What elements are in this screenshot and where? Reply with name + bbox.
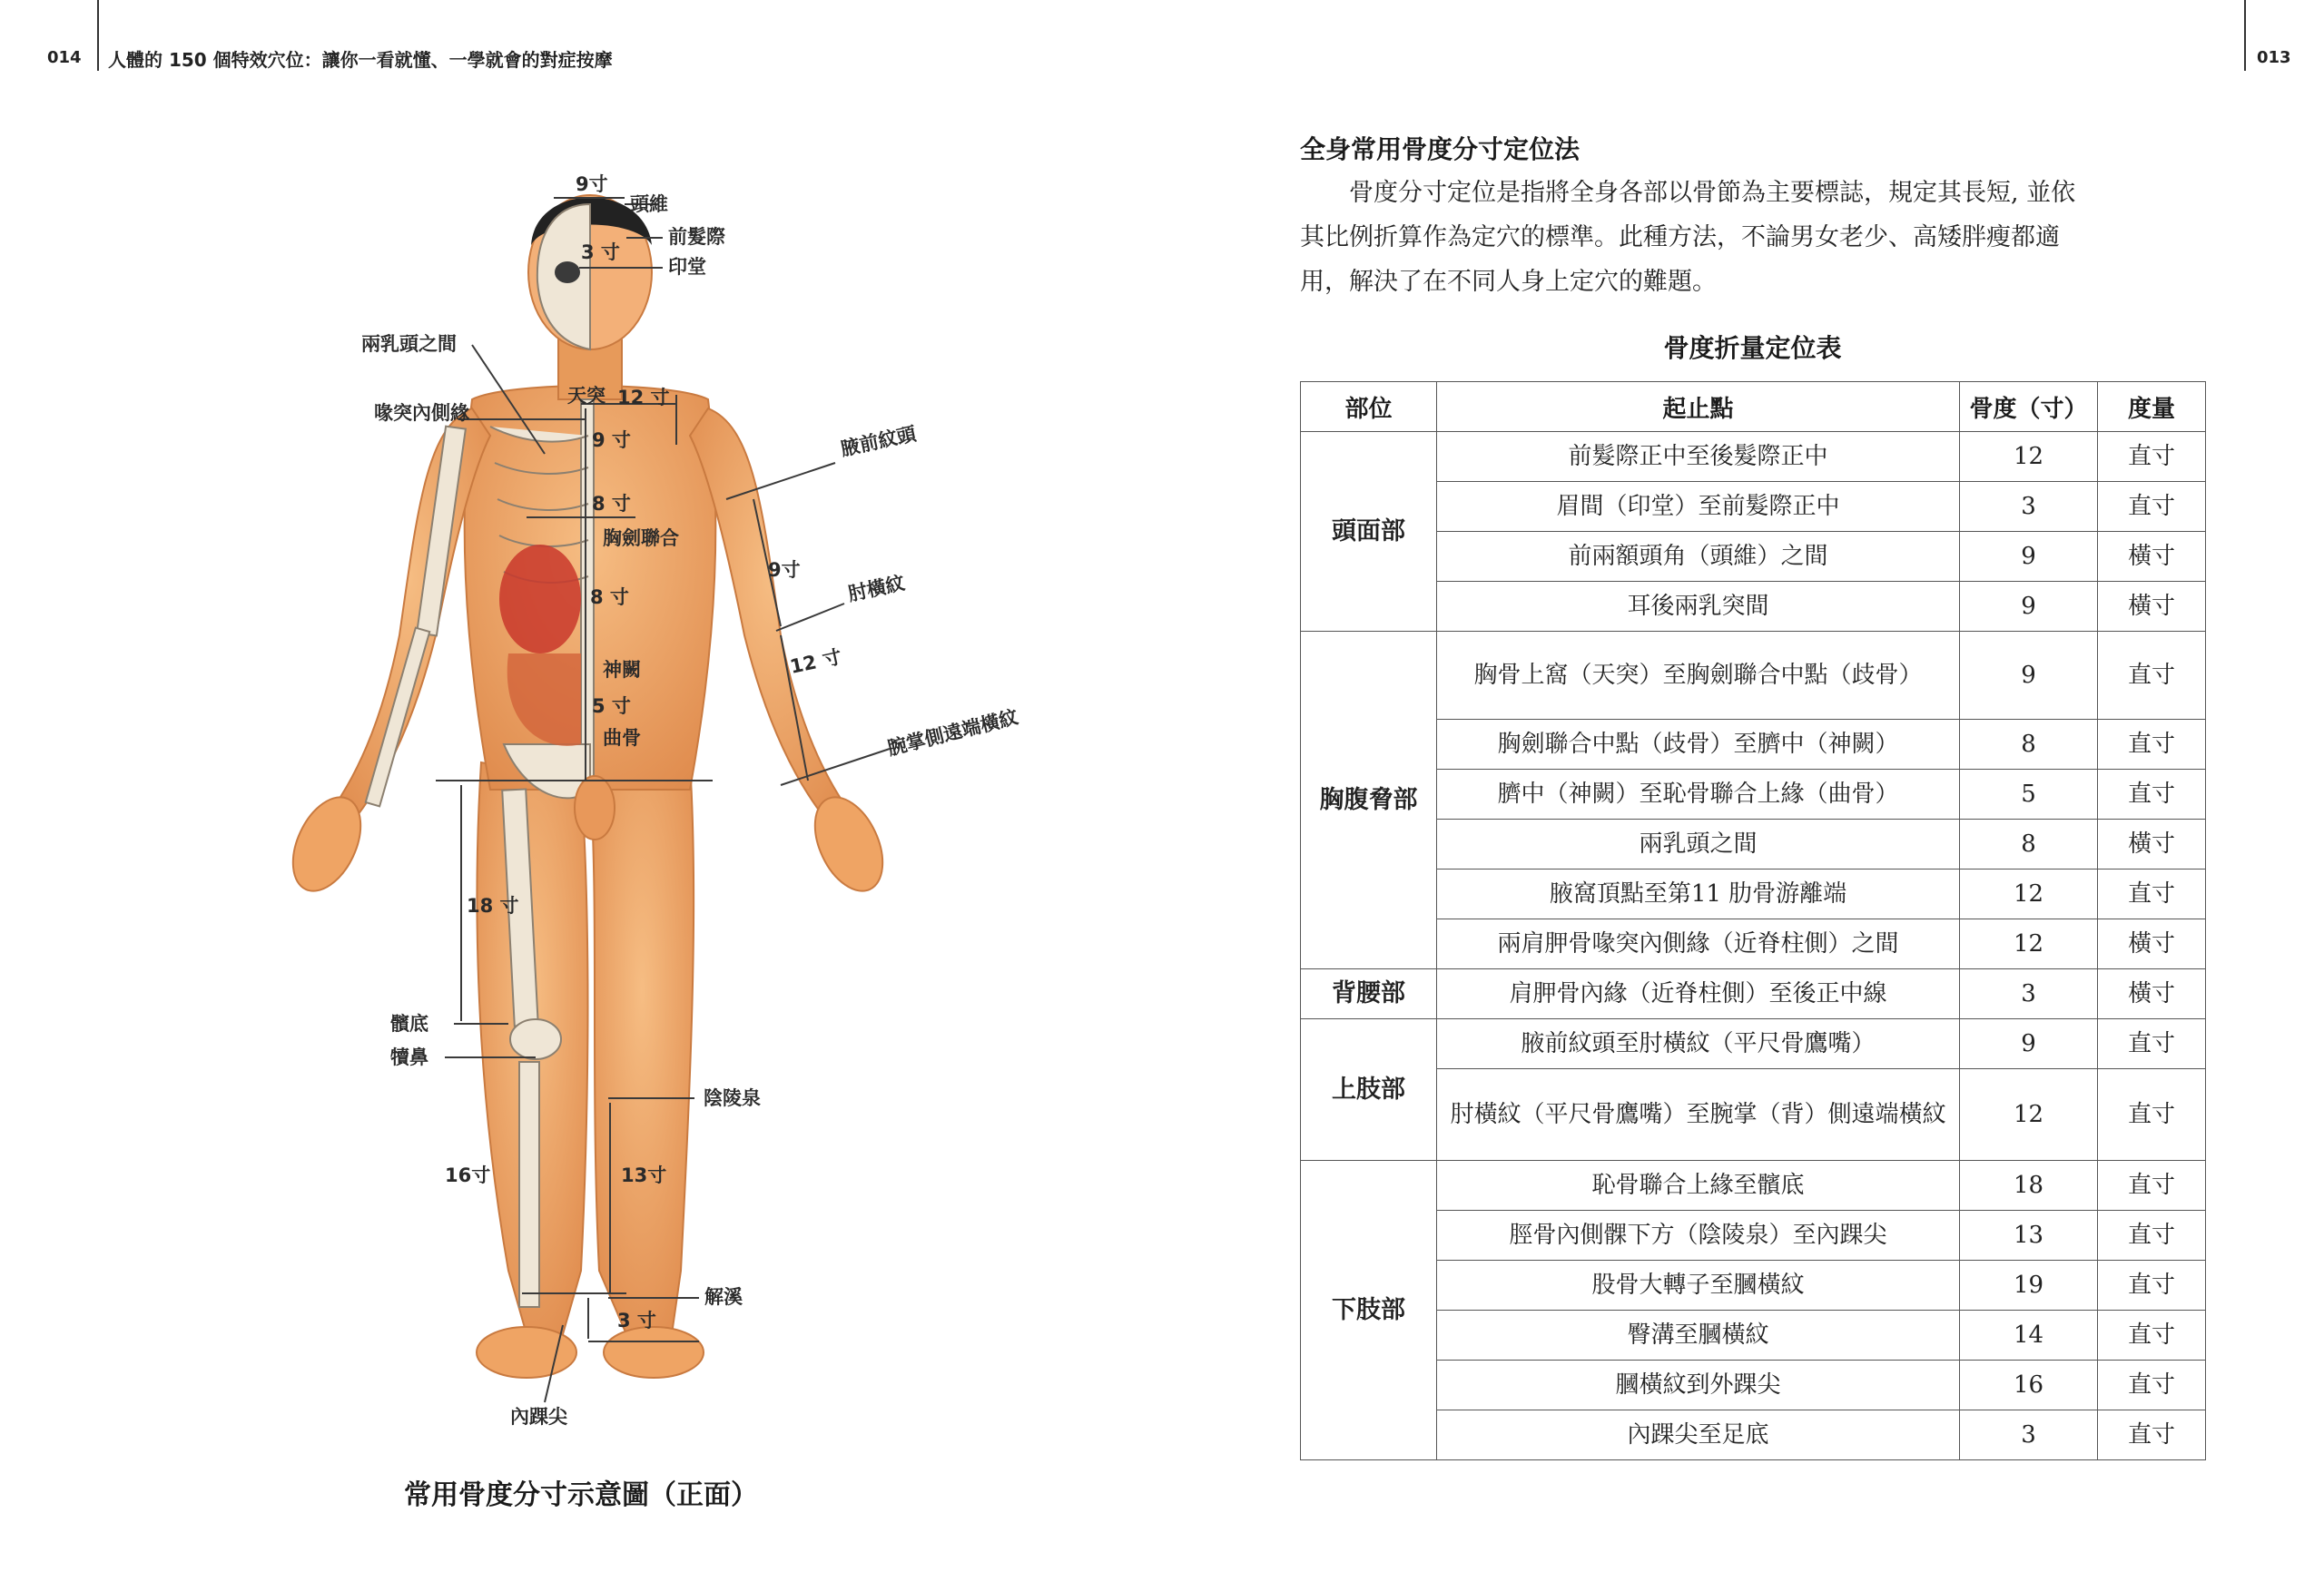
header-points: 起止點 bbox=[1437, 382, 1960, 432]
paragraph-line: 其比例折算作為定穴的標準。此種方法，不論男女老少、高矮胖瘦都適 bbox=[1300, 223, 2060, 251]
table-row bbox=[1301, 432, 2206, 482]
measure-cell: 直寸 bbox=[2098, 632, 2206, 720]
label-9cun-chest: 9 寸 bbox=[592, 429, 631, 451]
table-row bbox=[1301, 582, 2206, 632]
measure-cell: 直寸 bbox=[2098, 1069, 2206, 1161]
measure-cell: 橫寸 bbox=[2098, 969, 2206, 1019]
cun-cell: 9 bbox=[1960, 1019, 2098, 1069]
cun-cell: 8 bbox=[1960, 820, 2098, 870]
label-8cun-abdomen: 8 寸 bbox=[590, 586, 629, 608]
header-measure: 度量 bbox=[2098, 382, 2206, 432]
label-qugu: 曲骨 bbox=[603, 727, 641, 749]
table-row bbox=[1301, 1019, 2206, 1069]
table-row bbox=[1301, 1311, 2206, 1361]
table-row bbox=[1301, 870, 2206, 919]
region-cell: 胸腹脅部 bbox=[1301, 632, 1437, 969]
bone-proportion-table bbox=[1300, 381, 2206, 1460]
label-5cun: 5 寸 bbox=[592, 695, 631, 717]
measure-cell: 直寸 bbox=[2098, 1311, 2206, 1361]
header-rule-left bbox=[97, 0, 99, 71]
point-cell: 眉間（印堂）至前髮際正中 bbox=[1437, 482, 1960, 532]
label-3cun-head: 3 寸 bbox=[581, 241, 620, 263]
table-row bbox=[1301, 919, 2206, 969]
table-row bbox=[1301, 820, 2206, 870]
point-cell: 臀溝至膕橫紋 bbox=[1437, 1311, 1960, 1361]
point-cell: 耳後兩乳突間 bbox=[1437, 582, 1960, 632]
label-16cun: 16寸 bbox=[445, 1164, 491, 1186]
paragraph-line: 骨度分寸定位是指將全身各部以骨節為主要標誌，規定其長短, 並依 bbox=[1300, 179, 2076, 207]
label-dubi: 犢鼻 bbox=[390, 1046, 428, 1068]
measure-cell: 直寸 bbox=[2098, 870, 2206, 919]
label-touwei: 頭維 bbox=[630, 193, 668, 215]
cun-cell: 3 bbox=[1960, 482, 2098, 532]
measure-cell: 橫寸 bbox=[2098, 820, 2206, 870]
label-front-hairline: 前髮際 bbox=[668, 226, 725, 248]
cun-cell: 9 bbox=[1960, 532, 2098, 582]
label-wrist-crease: 腕掌側遠端橫紋 bbox=[885, 706, 1020, 760]
measure-cell: 直寸 bbox=[2098, 432, 2206, 482]
table-row bbox=[1301, 969, 2206, 1019]
point-cell: 臍中（神闕）至恥骨聯合上緣（曲骨） bbox=[1437, 770, 1960, 820]
label-12cun-forearm: 12 寸 bbox=[788, 645, 844, 678]
table-row bbox=[1301, 632, 2206, 720]
cun-cell: 12 bbox=[1960, 432, 2098, 482]
cun-cell: 19 bbox=[1960, 1261, 2098, 1311]
cun-cell: 16 bbox=[1960, 1361, 2098, 1410]
table-row bbox=[1301, 1069, 2206, 1161]
label-18cun: 18 寸 bbox=[467, 895, 519, 917]
point-cell: 膕橫紋到外踝尖 bbox=[1437, 1361, 1960, 1410]
table-row bbox=[1301, 532, 2206, 582]
cun-cell: 12 bbox=[1960, 919, 2098, 969]
intro-paragraph bbox=[1300, 171, 2217, 304]
cun-cell: 18 bbox=[1960, 1161, 2098, 1211]
table-row bbox=[1301, 1261, 2206, 1311]
measure-cell: 橫寸 bbox=[2098, 532, 2206, 582]
cun-cell: 12 bbox=[1960, 870, 2098, 919]
label-jiexi: 解溪 bbox=[704, 1286, 743, 1308]
measure-cell: 直寸 bbox=[2098, 1361, 2206, 1410]
cun-cell: 9 bbox=[1960, 582, 2098, 632]
measure-cell: 直寸 bbox=[2098, 1410, 2206, 1460]
measure-cell: 直寸 bbox=[2098, 482, 2206, 532]
point-cell: 股骨大轉子至膕橫紋 bbox=[1437, 1261, 1960, 1311]
label-tiantu: 天突 bbox=[567, 385, 606, 407]
cun-cell: 9 bbox=[1960, 632, 2098, 720]
right-page-number: 013 bbox=[2257, 48, 2291, 67]
header-rule-right bbox=[2244, 0, 2246, 71]
cun-cell: 12 bbox=[1960, 1069, 2098, 1161]
point-cell: 腋窩頂點至第11 肋骨游離端 bbox=[1437, 870, 1960, 919]
figure-caption: 常用骨度分寸示意圖（正面） bbox=[404, 1479, 758, 1511]
table-row bbox=[1301, 720, 2206, 770]
book-title: 人體的 150 個特效穴位：讓你一看就懂、一學就會的對症按摩 bbox=[108, 49, 613, 71]
point-cell: 腋前紋頭至肘橫紋（平尺骨鷹嘴） bbox=[1437, 1019, 1960, 1069]
point-cell: 肩胛骨內緣（近脊柱側）至後正中線 bbox=[1437, 969, 1960, 1019]
point-cell: 恥骨聯合上緣至髕底 bbox=[1437, 1161, 1960, 1211]
label-9cun-arm: 9寸 bbox=[768, 559, 801, 581]
cun-cell: 14 bbox=[1960, 1311, 2098, 1361]
cun-cell: 3 bbox=[1960, 1410, 2098, 1460]
label-3cun-foot: 3 寸 bbox=[617, 1310, 656, 1331]
table-row bbox=[1301, 1361, 2206, 1410]
header-cun: 骨度（寸） bbox=[1960, 382, 2098, 432]
measure-cell: 橫寸 bbox=[2098, 582, 2206, 632]
label-shenque: 神闕 bbox=[603, 659, 641, 681]
region-cell: 背腰部 bbox=[1301, 969, 1437, 1019]
measure-cell: 直寸 bbox=[2098, 720, 2206, 770]
table-row bbox=[1301, 1410, 2206, 1460]
table-row bbox=[1301, 1211, 2206, 1261]
point-cell: 兩肩胛骨喙突內側緣（近脊柱側）之間 bbox=[1437, 919, 1960, 969]
region-cell: 下肢部 bbox=[1301, 1161, 1437, 1460]
point-cell: 前髮際正中至後髮際正中 bbox=[1437, 432, 1960, 482]
cun-cell: 13 bbox=[1960, 1211, 2098, 1261]
measure-cell: 直寸 bbox=[2098, 770, 2206, 820]
label-13cun: 13寸 bbox=[621, 1164, 667, 1186]
point-cell: 肘橫紋（平尺骨鷹嘴）至腕掌（背）側遠端橫紋 bbox=[1437, 1069, 1960, 1161]
header-region: 部位 bbox=[1301, 382, 1437, 432]
table-header-row bbox=[1301, 382, 2206, 432]
region-cell: 上肢部 bbox=[1301, 1019, 1437, 1161]
label-axilla-crease: 腋前紋頭 bbox=[839, 422, 919, 460]
cun-cell: 8 bbox=[1960, 720, 2098, 770]
label-yinlingquan: 陰陵泉 bbox=[704, 1087, 761, 1109]
point-cell: 前兩額頭角（頭維）之間 bbox=[1437, 532, 1960, 582]
label-yintang: 印堂 bbox=[668, 256, 706, 278]
table-title: 骨度折量定位表 bbox=[1663, 333, 1842, 363]
region-cell: 頭面部 bbox=[1301, 432, 1437, 632]
table-row bbox=[1301, 482, 2206, 532]
table-row bbox=[1301, 1161, 2206, 1211]
section-title: 全身常用骨度分寸定位法 bbox=[1300, 134, 1581, 164]
label-patella-base: 髕底 bbox=[390, 1013, 428, 1035]
paragraph-line: 用，解決了在不同人身上定穴的難題。 bbox=[1300, 268, 1717, 296]
label-12cun-shoulder: 12 寸 bbox=[617, 387, 670, 408]
label-8cun-nipple: 8 寸 bbox=[592, 493, 631, 515]
point-cell: 兩乳頭之間 bbox=[1437, 820, 1960, 870]
label-coracoid: 喙突內側緣 bbox=[374, 402, 469, 424]
label-9cun-head: 9寸 bbox=[576, 173, 608, 195]
point-cell: 內踝尖至足底 bbox=[1437, 1410, 1960, 1460]
point-cell: 胸劍聯合中點（歧骨）至臍中（神闕） bbox=[1437, 720, 1960, 770]
measure-cell: 橫寸 bbox=[2098, 919, 2206, 969]
measure-cell: 直寸 bbox=[2098, 1261, 2206, 1311]
label-between-nipples: 兩乳頭之間 bbox=[361, 333, 457, 355]
label-elbow-crease: 肘橫紋 bbox=[846, 572, 907, 605]
left-page-number: 014 bbox=[47, 48, 82, 67]
measure-cell: 直寸 bbox=[2098, 1211, 2206, 1261]
cun-cell: 5 bbox=[1960, 770, 2098, 820]
label-medial-malleolus: 內踝尖 bbox=[510, 1406, 567, 1428]
measure-cell: 直寸 bbox=[2098, 1019, 2206, 1069]
label-xiphoid: 胸劍聯合 bbox=[603, 527, 679, 549]
measure-cell: 直寸 bbox=[2098, 1161, 2206, 1211]
table-row bbox=[1301, 770, 2206, 820]
body-illustration bbox=[272, 163, 1071, 1434]
body-figure bbox=[280, 195, 896, 1378]
cun-cell: 3 bbox=[1960, 969, 2098, 1019]
point-cell: 脛骨內側髁下方（陰陵泉）至內踝尖 bbox=[1437, 1211, 1960, 1261]
point-cell: 胸骨上窩（天突）至胸劍聯合中點（歧骨） bbox=[1437, 632, 1960, 720]
